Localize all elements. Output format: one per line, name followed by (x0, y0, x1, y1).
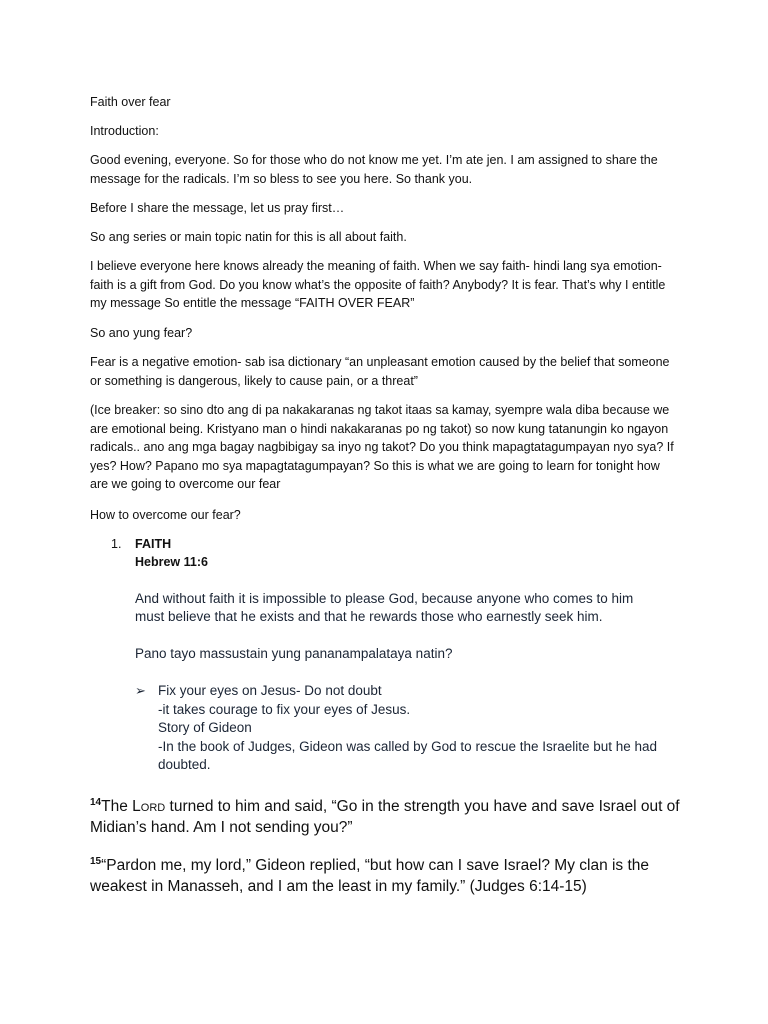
verse-number: 14 (90, 797, 102, 808)
doc-title: Faith over fear (90, 95, 171, 109)
pray-paragraph: Before I share the message, let us pray first… (90, 201, 345, 215)
bullet-line: doubted. (158, 757, 211, 772)
fear-definition-paragraph: Fear is a negative emotion- sab isa dictionary “an unpleasant emotion caused by the belief that someone or something is dangerous, likely to cause pain, or a threat” (90, 355, 670, 388)
greeting-paragraph: Good evening, everyone. So for those who do not know me yet. I’m ate jen. I am assigned to share the message for the radicals. I’m so bless to see you here. So thank you. (90, 153, 658, 186)
sustain-question: Pano tayo massustain yung pananampalataya natin? (135, 646, 453, 661)
item-title: FAITH (135, 537, 172, 551)
fear-question: So ano yung fear? (90, 326, 193, 340)
overcome-question: How to overcome our fear? (90, 508, 241, 522)
icebreaker-paragraph: (Ice breaker: so sino dto ang di pa nakakaranas ng takot itaas sa kamay, syempre wala diba because we are emotional being. Kristyano man o hindi nakakaranas po ng takot) so now kung tatanungin ko ngayon radicals.. ano ang mga bagay nagbibigay sa inyo ng takot? Do you think mapagtatagumpayan nyo sya? If yes? How? Papano mo sya mapagtatagumpayan? So this is what we are going to learn for tonight how are we going to overcome our fear (90, 403, 674, 491)
bullet-line: -it takes courage to fix your eyes of Jesus. (158, 701, 411, 717)
list-number: 1. (111, 537, 122, 551)
verse-line: And without faith it is impossible to please God, because anyone who comes to him (135, 591, 634, 606)
intro-heading: Introduction: (90, 124, 159, 138)
scripture-reference: Hebrew 11:6 (135, 555, 208, 569)
bullet-line: -In the book of Judges, Gideon was called by God to rescue the Israelite but he had (158, 738, 658, 754)
verse-line: must believe that he exists and that he rewards those who earnestly seek him. (135, 609, 603, 624)
verse-14: $^{14}$The Lord turned to him and said, “Go in the strength you have and save Israel out of Midian’s hand. Am I not sending you?” (90, 797, 680, 836)
series-paragraph: So ang series or main topic natin for this is all about faith. (90, 230, 407, 244)
verse-15: $^{15}$“Pardon me, my lord,” Gideon replied, “but how can I save Israel? My clan is the weakest in Manasseh, and I am the least in my family.” (Judges 6:14-15) (90, 856, 650, 895)
faith-meaning-paragraph: I believe everyone here knows already the meaning of faith. When we say faith- hindi lang sya emotion- faith is a gift from God. Do you know what’s the opposite of faith? Anybody? It is fear. That’s why I entitle my message So entitle the message “FAITH OVER FEAR” (90, 259, 666, 310)
bullet-line: Fix your eyes on Jesus- Do not doubt (158, 683, 382, 698)
bullet-content (158, 682, 678, 775)
verse-number: 15 (90, 856, 102, 867)
lord-word: Lord (132, 798, 166, 815)
arrow-bullet-icon: ➢ (135, 683, 146, 698)
bullet-line: Story of Gideon (158, 720, 252, 735)
